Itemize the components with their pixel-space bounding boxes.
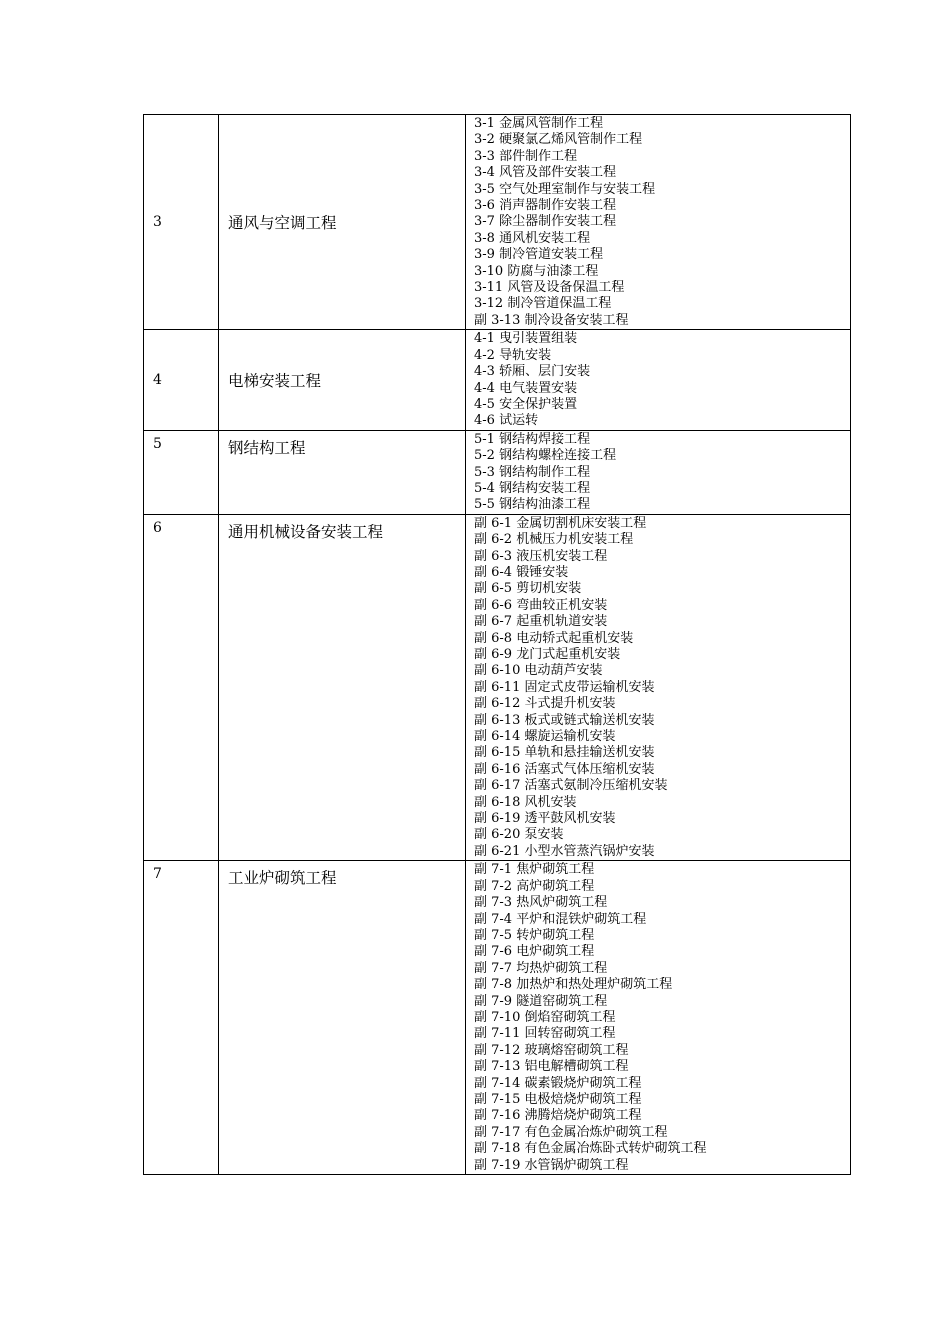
- sub-item: 副 7-18 有色金属冶炼卧式转炉砌筑工程: [474, 1141, 707, 1157]
- row-number: 7: [144, 861, 219, 1175]
- sub-item: 副 6-8 电动轿式起重机安装: [474, 630, 634, 646]
- row-number: 3: [144, 115, 219, 330]
- sub-item: 副 7-11 回转窑砌筑工程: [474, 1026, 616, 1042]
- sub-item: 4-2 导轨安装: [474, 347, 552, 363]
- sub-item: 副 6-7 起重机轨道安装: [474, 614, 608, 630]
- sub-item: 副 6-17 活塞式氨制冷压缩机安装: [474, 778, 668, 794]
- sub-item: 副 7-10 倒焰窑砌筑工程: [474, 1009, 616, 1025]
- sub-item: 副 7-1 焦炉砌筑工程: [474, 862, 595, 878]
- sub-item: 5-4 钢结构安装工程: [474, 480, 591, 496]
- row-number: 4: [144, 330, 219, 430]
- sub-item: 3-12 制冷管道保温工程: [474, 296, 612, 312]
- sub-item: 副 7-3 热风炉砌筑工程: [474, 895, 608, 911]
- sub-item: 副 3-13 制冷设备安装工程: [474, 312, 629, 328]
- sub-item: 副 7-16 沸腾焙烧炉砌筑工程: [474, 1108, 642, 1124]
- sub-item: 副 7-13 铝电解槽砌筑工程: [474, 1059, 629, 1075]
- sub-item: 3-4 风管及部件安装工程: [474, 165, 617, 181]
- sub-item: 副 7-17 有色金属冶炼炉砌筑工程: [474, 1124, 668, 1140]
- row-number: 6: [144, 514, 219, 861]
- sub-item-list: [466, 861, 851, 1175]
- sub-item-list: [466, 115, 851, 330]
- sub-item: 副 6-5 剪切机安装: [474, 581, 582, 597]
- table-row: [144, 514, 851, 861]
- sub-item: 副 6-4 锻锤安装: [474, 564, 569, 580]
- sub-item: 副 6-11 固定式皮带运输机安装: [474, 679, 655, 695]
- project-name: 工业炉砌筑工程: [219, 861, 466, 1175]
- row-number: 5: [144, 430, 219, 514]
- sub-item: 4-5 安全保护装置: [474, 396, 578, 412]
- sub-item: 5-5 钢结构油漆工程: [474, 497, 591, 513]
- sub-item: 副 6-16 活塞式气体压缩机安装: [474, 761, 655, 777]
- sub-item: 5-2 钢结构螺栓连接工程: [474, 448, 617, 464]
- sub-item: 4-3 轿厢、层门安装: [474, 364, 591, 380]
- project-name: 电梯安装工程: [219, 330, 466, 430]
- table-row: [144, 430, 851, 514]
- sub-item: 副 6-9 龙门式起重机安装: [474, 647, 621, 662]
- sub-item: 副 6-10 电动葫芦安装: [474, 663, 603, 679]
- project-name: 通用机械设备安装工程: [219, 514, 466, 861]
- sub-item: 副 7-19 水管锅炉砌筑工程: [474, 1157, 629, 1173]
- sub-item: 3-2 硬聚氯乙烯风管制作工程: [474, 132, 643, 148]
- sub-item: 4-4 电气装置安装: [474, 380, 578, 396]
- project-division-table: [143, 114, 851, 1175]
- sub-item-list: [466, 430, 851, 514]
- sub-item: 副 7-15 电极焙烧炉砌筑工程: [474, 1091, 642, 1107]
- sub-item: 5-1 钢结构焊接工程: [474, 431, 591, 447]
- sub-item: 副 6-13 板式或链式输送机安装: [474, 712, 655, 728]
- sub-item: 3-3 部件制作工程: [474, 148, 578, 164]
- sub-item: 副 7-8 加热炉和热处理炉砌筑工程: [474, 977, 673, 993]
- sub-item-list: [466, 330, 851, 430]
- sub-item: 副 7-9 隧道窑砌筑工程: [474, 993, 608, 1009]
- sub-item-list: [466, 514, 851, 861]
- sub-item: 副 7-2 高炉砌筑工程: [474, 878, 595, 894]
- sub-item: 副 6-19 透平鼓风机安装: [474, 811, 616, 827]
- sub-item: 3-9 制冷管道安装工程: [474, 247, 604, 263]
- sub-item: 副 7-12 玻璃熔窑砌筑工程: [474, 1042, 629, 1058]
- project-name: 钢结构工程: [219, 430, 466, 514]
- sub-item: 副 7-14 碳素锻烧炉砌筑工程: [474, 1075, 642, 1091]
- sub-item: 副 6-2 机械压力机安装工程: [474, 532, 634, 548]
- sub-item: 4-6 试运转: [474, 413, 539, 429]
- sub-item: 3-8 通风机安装工程: [474, 230, 591, 246]
- project-name: 通风与空调工程: [219, 115, 466, 330]
- sub-item: 3-7 除尘器制作安装工程: [474, 214, 617, 230]
- sub-item: 副 7-5 转炉砌筑工程: [474, 927, 595, 943]
- sub-item: 3-11 风管及设备保温工程: [474, 280, 625, 296]
- sub-item: 3-5 空气处理室制作与安装工程: [474, 181, 656, 197]
- sub-item: 3-10 防腐与油漆工程: [474, 263, 599, 279]
- sub-item: 3-1 金属风管制作工程: [474, 116, 604, 131]
- table-row: [144, 861, 851, 1175]
- sub-item: 副 6-14 螺旋运输机安装: [474, 729, 616, 745]
- sub-item: 副 7-7 均热炉砌筑工程: [474, 960, 608, 976]
- table-row: [144, 115, 851, 330]
- sub-item: 副 6-1 金属切割机床安装工程: [474, 515, 647, 531]
- sub-item: 副 6-15 单轨和悬挂输送机安装: [474, 745, 655, 761]
- sub-item: 3-6 消声器制作安装工程: [474, 198, 617, 214]
- sub-item: 副 7-6 电炉砌筑工程: [474, 944, 595, 960]
- sub-item: 5-3 钢结构制作工程: [474, 464, 591, 480]
- sub-item: 副 6-21 小型水管蒸汽锅炉安装: [474, 843, 655, 859]
- sub-item: 副 6-3 液压机安装工程: [474, 548, 608, 564]
- sub-item: 副 6-6 弯曲较正机安装: [474, 597, 608, 613]
- table-body: [144, 115, 851, 1175]
- sub-item: 副 6-12 斗式提升机安装: [474, 696, 616, 712]
- sub-item: 4-1 曳引装置组装: [474, 331, 578, 347]
- table-row: [144, 330, 851, 430]
- sub-item: 副 6-18 风机安装: [474, 794, 577, 810]
- sub-item: 副 6-20 泵安装: [474, 827, 564, 843]
- sub-item: 副 7-4 平炉和混铁炉砌筑工程: [474, 911, 647, 927]
